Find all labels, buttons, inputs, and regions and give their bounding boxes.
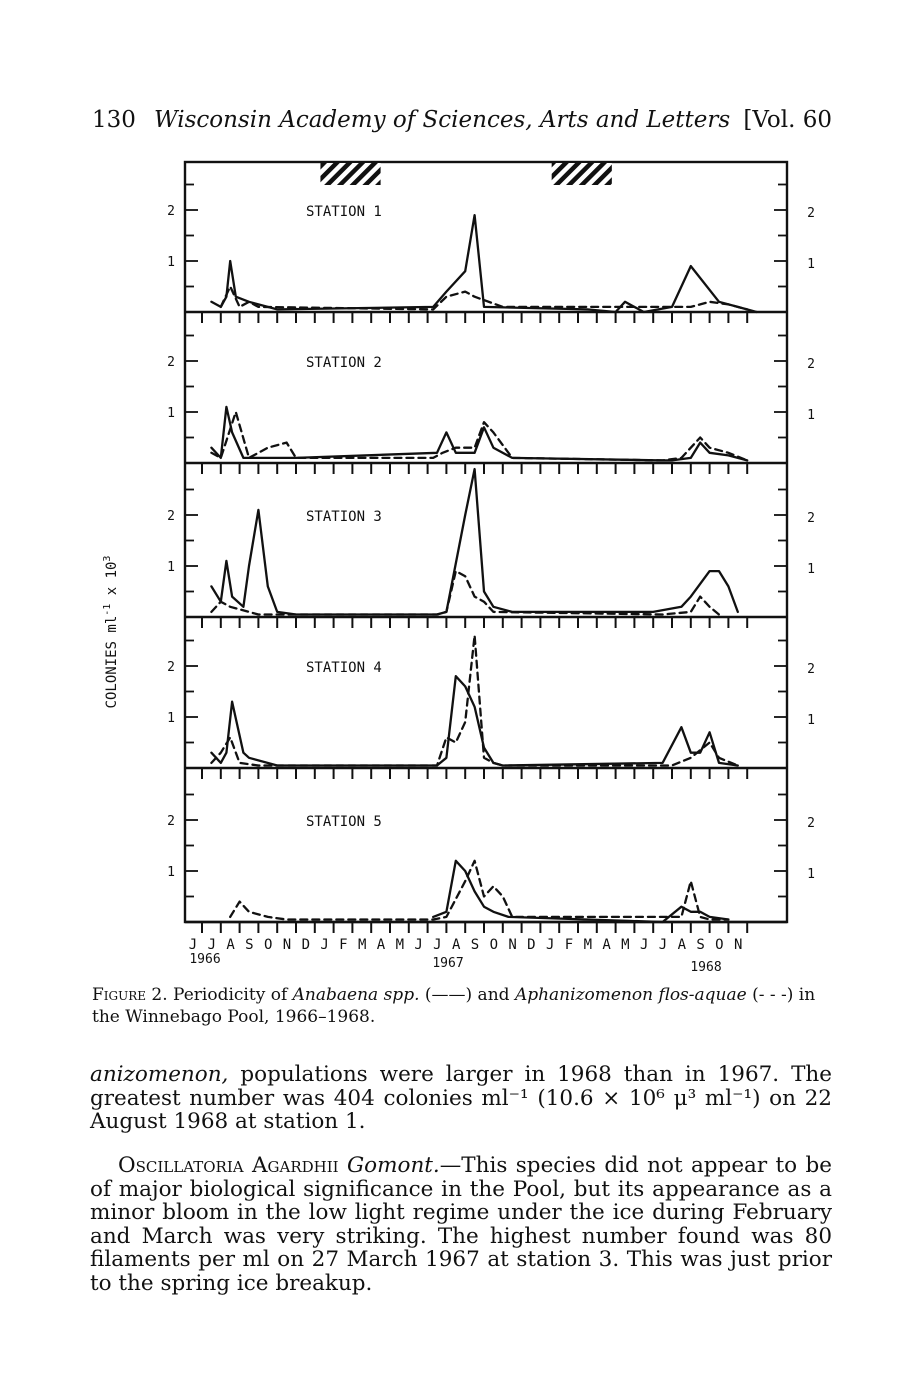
caption-taxon-2: Aphanizomenon flos-aquae	[514, 985, 747, 1005]
month-label: J	[414, 937, 423, 953]
month-label: J	[207, 937, 217, 953]
month-label: S	[470, 937, 480, 953]
body-paragraph-1	[90, 1063, 832, 1134]
month-label: A	[602, 937, 611, 953]
month-label: M	[583, 937, 593, 953]
month-label: F	[339, 937, 348, 953]
station-3-aphanizomenon-line	[211, 571, 719, 614]
station-5-title: STATION 5	[306, 814, 382, 830]
y-tick-label-left: 1	[167, 255, 175, 270]
month-label: O	[263, 937, 273, 953]
species-authority: Gomont.	[347, 1153, 440, 1178]
y-tick-label-left: 2	[167, 660, 175, 675]
paragraph-1-italic: anizomenon,	[90, 1062, 229, 1087]
station-4-title: STATION 4	[306, 660, 382, 676]
y-tick-label-right: 1	[807, 867, 815, 882]
y-tick-label-left: 2	[167, 355, 175, 370]
station-5-aphanizomenon-line	[230, 861, 728, 920]
month-label: J	[188, 937, 198, 953]
y-tick-label-right: 1	[807, 257, 815, 272]
month-label: D	[301, 937, 311, 953]
station-2-aphanizomenon-line	[211, 412, 747, 460]
y-tick-label-right: 2	[807, 357, 815, 372]
year-label-1968: 1968	[690, 960, 722, 975]
month-label: A	[376, 937, 386, 953]
y-axis-label: COLONIES $ml^{-1}$ x $10^3$	[102, 555, 120, 709]
y-tick-label-left: 2	[167, 509, 175, 524]
station-5-panel	[167, 795, 815, 934]
y-tick-label-left: 1	[167, 865, 175, 880]
y-tick-label-right: 1	[807, 713, 815, 728]
y-tick-label-right: 2	[807, 511, 815, 526]
month-label: M	[357, 937, 367, 953]
month-label: D	[527, 937, 536, 953]
station-2-title: STATION 2	[306, 355, 382, 371]
caption-part-1: Periodicity of	[167, 985, 293, 1005]
month-label: O	[715, 937, 724, 953]
y-tick-label-left: 2	[167, 204, 175, 219]
page-number: 130	[92, 107, 136, 133]
month-label: S	[696, 937, 705, 953]
caption-part-2: (——) and	[419, 985, 515, 1005]
station-4-aphanizomenon-line	[211, 635, 737, 765]
species-name: Oscillatoria Agardhii	[118, 1153, 339, 1178]
caption-part-3: (- - -) in the Winnebago Pool, 1966–1968.	[92, 985, 816, 1027]
y-tick-label-left: 1	[167, 560, 175, 575]
y-tick-label-right: 2	[807, 206, 815, 221]
paragraph-1-text: populations were larger in 1968 than in 1967. The greatest number was 404 colonies ml⁻¹ (10.6 × 10⁶ μ³ ml⁻¹) on 22 August 1968 at station 1.	[90, 1062, 832, 1134]
month-label: F	[564, 937, 574, 953]
y-tick-label-right: 2	[807, 662, 815, 677]
month-label: J	[639, 937, 649, 953]
station-1-title: STATION 1	[306, 204, 382, 220]
volume-number: [Vol. 60	[743, 107, 832, 133]
journal-title: Wisconsin Academy of Sciences, Arts and Letters	[154, 107, 731, 133]
month-label: N	[282, 937, 292, 953]
month-label: N	[733, 937, 743, 953]
paragraph-2-text: —This species did not appear to be of major biological significance in the Pool, but its appearance as a minor bloom in the low light regime under the ice during February and March was very striking. The highest number found was 80 filaments per ml on 27 March 1967 at station 3. This was just prior to the spring ice breakup.	[90, 1153, 832, 1296]
station-3-title: STATION 3	[306, 509, 382, 525]
figure-caption	[92, 984, 832, 1028]
year-label-1966: 1966	[189, 952, 221, 967]
month-label: J	[320, 937, 329, 953]
month-axis	[189, 937, 743, 975]
year-label-1967: 1967	[432, 956, 464, 971]
month-label: J	[545, 937, 555, 953]
y-tick-label-right: 2	[807, 816, 815, 831]
ice-cover-bar-1	[320, 163, 380, 185]
caption-taxon-1: Anabaena spp.	[292, 985, 420, 1005]
month-label: A	[677, 937, 687, 953]
station-3-anabaena-line	[211, 469, 737, 614]
month-label: O	[489, 937, 499, 953]
y-tick-label-left: 1	[167, 711, 175, 726]
month-label: N	[508, 937, 517, 953]
figure-frame	[185, 162, 787, 922]
y-tick-label-left: 1	[167, 406, 175, 421]
station-1-anabaena-line	[211, 215, 756, 312]
month-label: J	[658, 937, 668, 953]
body-paragraph-2	[90, 1154, 832, 1295]
month-label: A	[226, 937, 235, 953]
month-label: S	[245, 937, 254, 953]
month-label: M	[395, 937, 405, 953]
y-tick-label-right: 1	[807, 408, 815, 423]
ice-cover-bar-2	[552, 163, 612, 185]
caption-label: Figure 2.	[92, 985, 168, 1005]
station-4-anabaena-line	[211, 676, 737, 765]
y-tick-label-right: 1	[807, 562, 815, 577]
month-label: A	[451, 937, 461, 953]
month-label: J	[433, 937, 442, 953]
month-label: M	[621, 937, 630, 953]
y-tick-label-left: 2	[167, 814, 175, 829]
